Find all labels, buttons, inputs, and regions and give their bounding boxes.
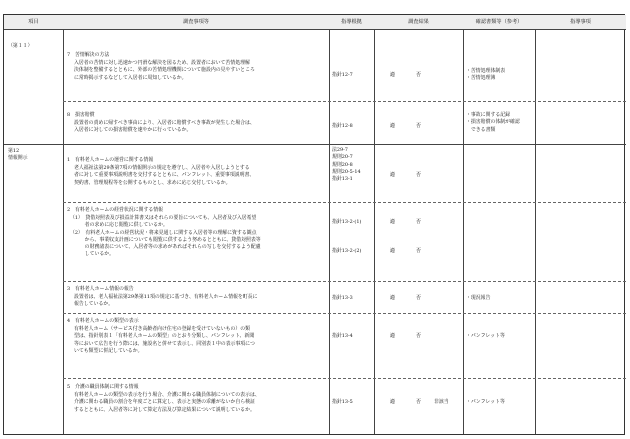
inspection-checklist-table	[3, 14, 625, 435]
category-11: （第１１）	[8, 43, 33, 49]
section-divider	[4, 144, 626, 145]
row2-2-yes: 適	[390, 248, 395, 254]
row7-title: 7 苦情解決の方法	[67, 52, 110, 58]
col-divider	[535, 15, 536, 434]
row1-title: 1 有料老人ホームの運営に関する情報	[67, 157, 154, 163]
row8-no: 否	[416, 123, 421, 129]
row7-body: 入居者の苦情に対し迅速かつ円滑な解決を図るため、設置者において苦情処理解 決体制を整備するとともに、外部の苦情処理機関について施設内の見やすいところ に常時掲示するなどして入居者に周知しているか。	[74, 60, 255, 81]
row8-docs: ・事故に関する記録 ・損害賠償の体制が確認 できる書類	[466, 112, 520, 133]
row3-yes: 適	[390, 295, 395, 301]
row4-yes: 適	[390, 333, 395, 339]
row-divider	[63, 378, 626, 379]
row2-1-no: 否	[416, 219, 421, 225]
category-12-label: 情報開示	[8, 155, 28, 161]
row4-basis: 指針13-4	[332, 333, 353, 339]
row2-1-yes: 適	[390, 219, 395, 225]
row1-no: 否	[416, 172, 421, 178]
row8-title: 8 損害賠償	[67, 112, 95, 118]
row-divider	[63, 101, 626, 102]
header-divider	[4, 29, 626, 30]
header-notes: 指導事項	[535, 15, 626, 29]
row5-title: 5 介護の職員体制に関する情報	[67, 384, 139, 390]
row1-yes: 適	[390, 172, 395, 178]
row3-title: 3 有料老人ホーム情報の報告	[67, 286, 134, 292]
row-divider	[63, 313, 626, 314]
row-divider	[63, 281, 626, 282]
row1-body: 老人福祉法第29条第7項の情報開示の規定を遵守し、入居者や入居しようとする 者に対して重要事項説明書を交付するとともに、パンフレット、重要事項説明書、 契約書、管理規程等を公開するものとし、求めに応じ交付しているか。	[74, 165, 255, 186]
col-divider	[329, 15, 330, 434]
row7-no: 否	[416, 72, 421, 78]
row8-body: 設置者の責めに帰すべき事由により、入居者に賠償すべき事故が発生した場合は、 入居者に対しての損害賠償を速やかに行っているか。	[74, 120, 255, 134]
row7-basis: 指針12-7	[332, 72, 353, 78]
row7-docs: ・苦情処理体制表 ・苦情処理簿	[466, 68, 506, 82]
row4-title: 4 有料老人ホームの類型の表示	[67, 318, 139, 324]
row2-2-no: 否	[416, 248, 421, 254]
header-item: 項目	[4, 15, 63, 29]
row2-title: 2 有料老人ホームの経営状況に関する情報	[67, 207, 164, 213]
row5-no: 否	[416, 399, 421, 405]
row4-no: 否	[416, 333, 421, 339]
row2-body: （1） 貸借対照表及び損益計算書又はそれらの要旨についても、入居者及び入居希望 者の求めに応じ閲覧に供しているか。 （2） 有料老人ホームの経営状況・将来見通しに関する入居者等の理解に資する観点 から、事業収支計画についても閲覧に供するよう努めるとともに、貸借対照表等 の財務諸表について、入居者等の求めがあればそれらの写しを交付するよう配慮 しているか。	[70, 215, 261, 258]
row7-yes: 適	[390, 72, 395, 78]
row3-docs: ・現況報告	[466, 295, 491, 301]
col-divider	[374, 15, 375, 434]
row5-docs: ・パンフレット等	[466, 399, 505, 405]
row3-body: 設置者は、老人福祉法第29条第11項の規定に基づき、有料老人ホーム情報を町長に 報告しているか。	[74, 294, 258, 308]
row3-basis: 指針13-3	[332, 295, 353, 301]
row2-basis-2: 指針13-2-(2)	[332, 248, 362, 254]
col-divider	[463, 15, 464, 434]
header-docs: 確認書類等（参考）	[463, 15, 535, 29]
row5-yes: 適	[390, 399, 395, 405]
row2-basis-1: 指針13-2-(1)	[332, 219, 362, 225]
header-guideline: 指導根拠	[329, 15, 374, 29]
row4-docs: ・パンフレット等	[466, 333, 505, 339]
row5-basis: 指針13-5	[332, 399, 353, 405]
row5-body: 有料老人ホームの類型の表示を行う場合、介護に関わる職員体制についての表示は、 介護に関わる職員の割合を年度ごとに算定し、表示と実態の乖離がないか自ら検証 するとともに、入居者等に対して算定方法及び算定結果について説明しているか。	[74, 392, 260, 413]
row8-basis: 指針12-8	[332, 123, 353, 129]
row5-na: 非該当	[434, 399, 449, 405]
row4-body: 有料老人ホーム（サービス付き高齢者向け住宅の登録を受けていないもの）の類 型は、指針別表１「有料老人ホームの類型」のとおり分類し、パンフレット、新聞 等において広告を行う際には、施設名と併せて表示し、同別表１中の表示事項につ いても類型に併記しているか。	[74, 326, 255, 354]
category-12-number: 第12	[8, 148, 20, 154]
row1-basis: 法29-7 規則20-7 規則20-8 規則20-5-14 指針13-1	[332, 147, 361, 183]
row3-no: 否	[416, 295, 421, 301]
row8-yes: 適	[390, 123, 395, 129]
row-divider	[63, 202, 626, 203]
col-divider	[63, 15, 64, 434]
header-result: 調査結果	[374, 15, 463, 29]
header-investigation: 調査事項等	[63, 15, 329, 29]
